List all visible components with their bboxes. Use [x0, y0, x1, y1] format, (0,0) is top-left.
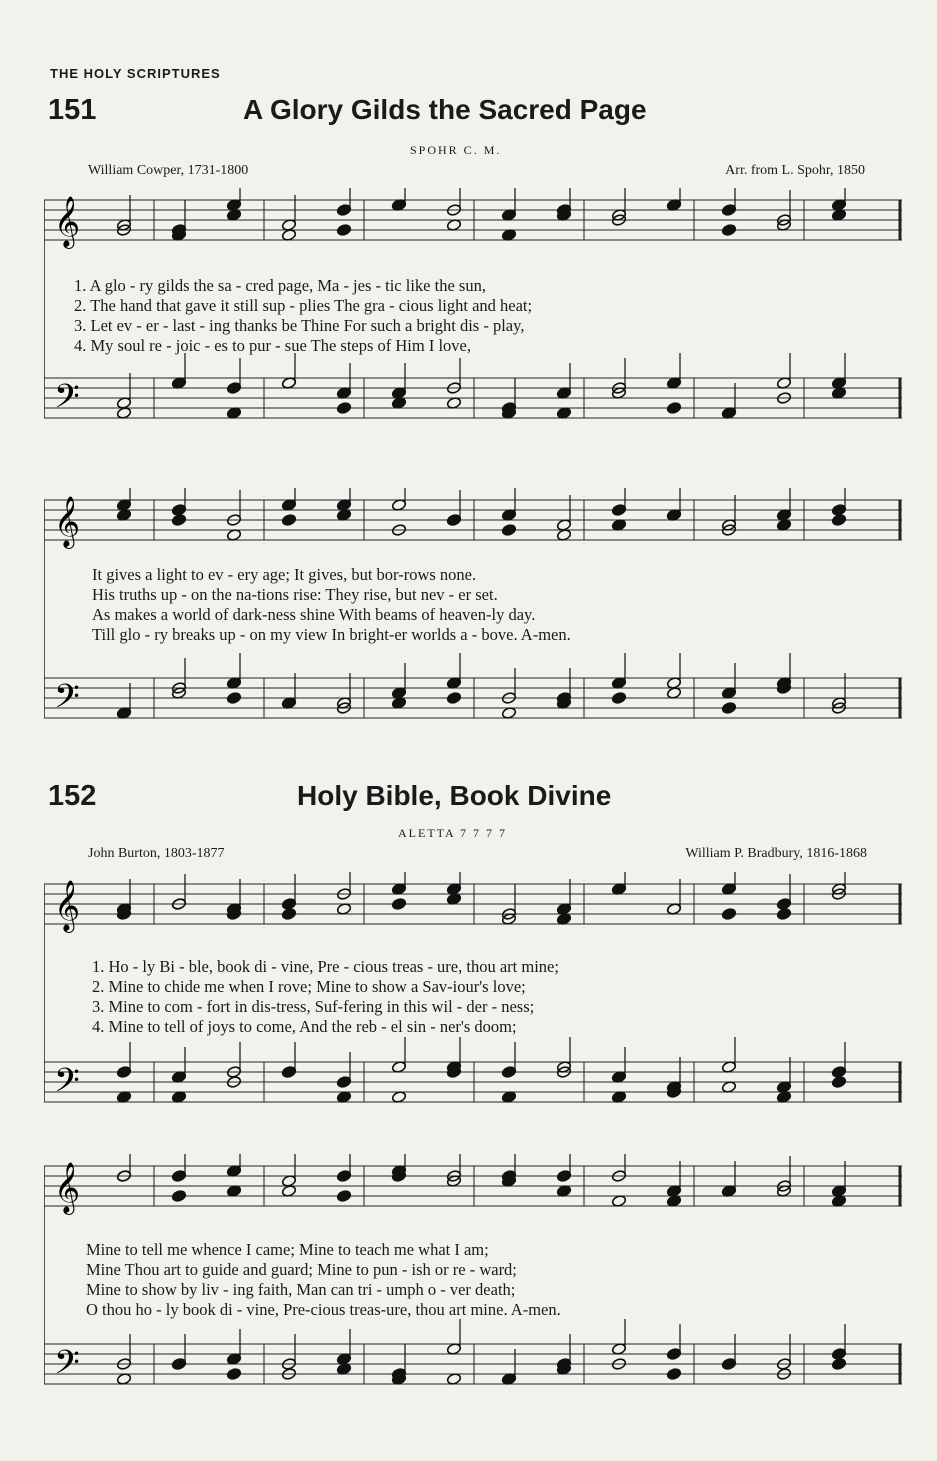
lyric-line: 1. Ho - ly Bi - ble, book di - vine, Pre - cious treas - ure, thou art mine;: [92, 957, 559, 976]
bass-clef-icon: 𝄢: [54, 678, 80, 724]
hymn-151-lyrics-bottom: [92, 565, 571, 645]
treble-notes: [116, 872, 846, 925]
bass-clef-icon: 𝄢: [54, 1344, 80, 1390]
bass-notes: [116, 353, 846, 419]
treble-clef-icon: 𝄞: [54, 196, 81, 247]
bass-clef-icon: 𝄢: [54, 378, 80, 424]
treble-notes: [116, 188, 846, 241]
lyric-line: 1. A glo - ry gilds the sa - cred page, Ma - jes - tic like the sun,: [74, 276, 486, 295]
treble-clef-icon: 𝄞: [54, 1162, 81, 1213]
lyric-line: 3. Let ev - er - last - ing thanks be Thine For such a bright dis - play,: [74, 316, 525, 335]
lyric-line: His truths up - on the na-tions rise: They rise, but nev - er set.: [92, 585, 498, 604]
hymn-152-lyrics-bottom: [86, 1240, 561, 1320]
hymn-151-tune: SPOHR C. M.: [410, 143, 502, 157]
treble-staff: [44, 1166, 902, 1206]
hymn-152-tune: ALETTA 7 7 7 7: [398, 826, 508, 840]
lyric-line: 4. Mine to tell of joys to come, And the reb - el sin - ner's doom;: [92, 1017, 517, 1036]
treble-clef-icon: 𝄞: [54, 880, 81, 931]
hymn-152-lyrics-top: [92, 957, 559, 1037]
treble-notes: [116, 488, 846, 541]
hymn-151-composer: Arr. from L. Spohr, 1850: [725, 163, 865, 178]
hymn-152-author: John Burton, 1803-1877: [88, 846, 225, 861]
hymn-152-title: Holy Bible, Book Divine: [297, 780, 612, 811]
bass-clef-icon: 𝄢: [54, 1062, 80, 1108]
lyric-line: 3. Mine to com - fort in dis-tress, Suf-fering in this wil - der - ness;: [92, 997, 535, 1016]
lyric-line: Till glo - ry breaks up - on my view In bright-er worlds a - bove. A-men.: [92, 625, 571, 644]
lyric-line: Mine Thou art to guide and guard; Mine to pun - ish or re - ward;: [86, 1260, 517, 1279]
lyric-line: Mine to tell me whence I came; Mine to teach me what I am;: [86, 1240, 489, 1259]
treble-notes: [116, 1154, 846, 1207]
section-header: THE HOLY SCRIPTURES: [50, 66, 221, 81]
hymn-151-title: A Glory Gilds the Sacred Page: [243, 94, 647, 125]
hymn-152-composer: William P. Bradbury, 1816-1868: [685, 846, 867, 861]
bass-notes: [116, 1037, 846, 1103]
bass-staff: [44, 678, 902, 718]
lyric-line: 2. The hand that gave it still sup - plies The gra - cious light and heat;: [74, 296, 533, 315]
hymn-151-lyrics-top: [74, 276, 532, 356]
bass-notes: [116, 653, 846, 719]
lyric-line: 2. Mine to chide me when I rove; Mine to show a Sav-iour's love;: [92, 977, 526, 996]
bass-notes: [116, 1319, 846, 1385]
lyric-line: As makes a world of dark-ness shine With beams of heaven-ly day.: [92, 605, 536, 624]
hymn-152-number: 152: [48, 780, 97, 812]
lyric-line: 4. My soul re - joic - es to pur - sue The steps of Him I love,: [74, 336, 471, 355]
lyric-line: It gives a light to ev - ery age; It gives, but bor-rows none.: [92, 565, 477, 584]
treble-clef-icon: 𝄞: [54, 496, 81, 547]
lyric-line: O thou ho - ly book di - vine, Pre-cious treas-ure, thou art mine. A-men.: [86, 1300, 561, 1319]
hymn-151-author: William Cowper, 1731-1800: [88, 163, 249, 178]
hymn-151-number: 151: [48, 94, 97, 126]
lyric-line: Mine to show by liv - ing faith, Man can tri - umph o - ver death;: [86, 1280, 516, 1299]
